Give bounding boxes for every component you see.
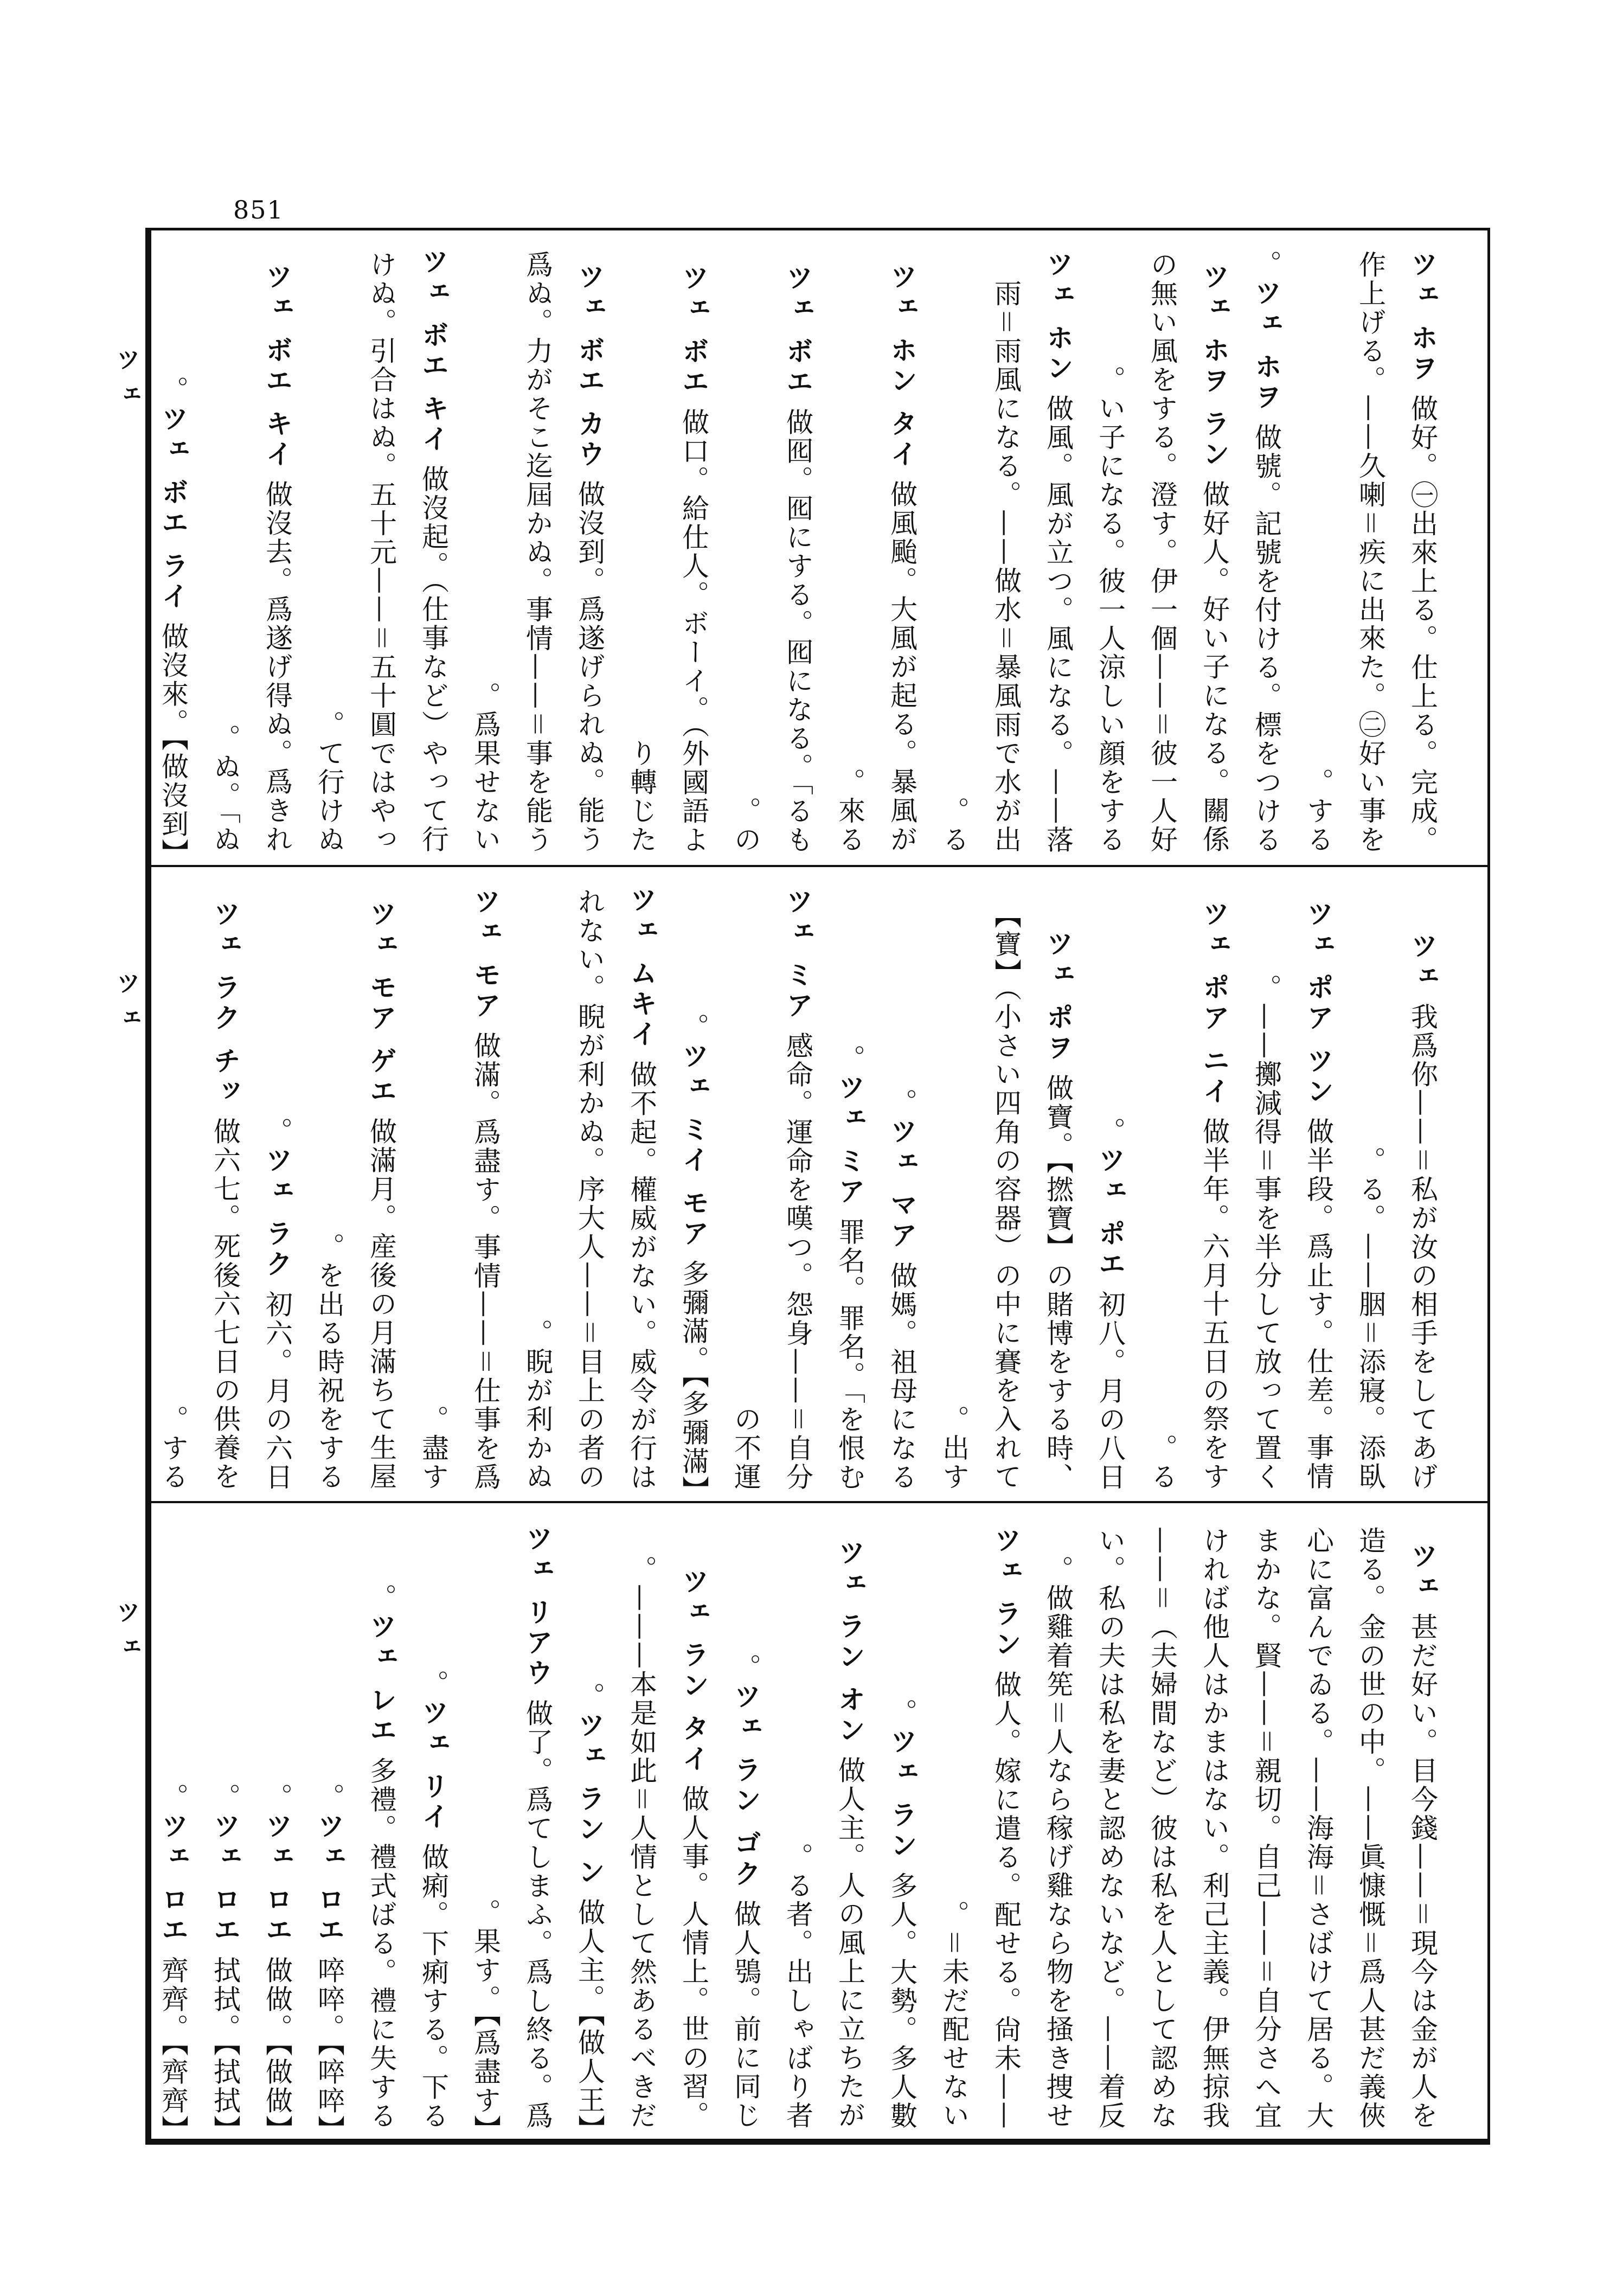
entry-headword: ツェ ホン xyxy=(1042,249,1074,384)
dictionary-entry xyxy=(151,247,199,854)
entry-headword: ツェ ロエ xyxy=(313,1811,345,1946)
dictionary-entry xyxy=(303,884,407,1491)
entry-definition: 初六。月の六日。 xyxy=(261,1117,293,1491)
entry-definition: 多彌滿。【多彌滿】。 xyxy=(678,1013,709,1491)
entry-definition: 我爲你——＝私が汝の相手をしてあげる。——胭＝添寢。添臥。 xyxy=(1355,1003,1438,1491)
dictionary-entry xyxy=(1136,884,1240,1491)
entry-headword: ツェ ボエ ライ xyxy=(157,405,189,613)
dictionary-entry xyxy=(668,884,720,1491)
dictionary-entry xyxy=(720,884,824,1491)
dictionary-entry xyxy=(928,1520,1032,2130)
entry-headword: ツェ ラン xyxy=(886,1727,918,1862)
section-top xyxy=(151,247,1487,854)
entry-definition: 做半段。爲止す。仕差。事情——擲減得＝事を半分して放って置く。 xyxy=(1250,974,1334,1491)
entry-definition: 感命。運命を嘆つ。怨身——＝自分の不運 xyxy=(730,1031,813,1491)
entry-definition: 做好。㊀出來上る。仕上る。完成。作上げる。——久喇＝疾に出來た。㊁好い事をする。 xyxy=(1303,251,1438,854)
entry-headword: ツェ ポア ニイ xyxy=(1198,900,1230,1108)
entry-definition: 做半年。六月十五日の祭をする。 xyxy=(1146,1118,1230,1491)
dictionary-entry xyxy=(928,247,1084,854)
entry-headword: ツェ ホヲ xyxy=(1250,278,1282,413)
entry-headword: ツェ xyxy=(1407,932,1438,993)
dictionary-entry xyxy=(459,247,615,854)
entry-definition: 做寶。【撚寶】の賭博をする時、【寶】（小さい四角の容器）の中に賽を入れて出す。 xyxy=(938,901,1074,1491)
dictionary-entry xyxy=(355,1520,407,2130)
entry-headword: ツェ ボエ xyxy=(678,263,709,398)
dictionary-entry xyxy=(563,1520,615,2130)
entry-definition: 做人主。【做人王】。 xyxy=(574,1682,605,2130)
dictionary-entry xyxy=(720,1520,772,2130)
dictionary-entry xyxy=(1292,247,1448,854)
entry-headword: ツェ マア xyxy=(886,1117,918,1252)
dictionary-entry xyxy=(251,1520,303,2130)
entry-definition: 做媽。祖母になる。 xyxy=(886,1088,918,1491)
entry-headword: ツェ モア ゲエ xyxy=(365,900,397,1108)
entry-headword: ツェ ミア xyxy=(782,887,813,1022)
entry-headword: ツェ ボエ カウ xyxy=(574,262,605,471)
entry-definition: 做風颱。大風が起る。暴風が來る。 xyxy=(834,480,918,854)
section-divider xyxy=(151,1501,1487,1503)
side-label-bottom: ツェ xyxy=(112,1600,140,1669)
dictionary-entry xyxy=(1240,247,1292,854)
dictionary-entry xyxy=(407,1520,459,2130)
dictionary-entry xyxy=(511,884,668,1491)
dictionary-entry xyxy=(1084,884,1136,1491)
entry-headword: ツェ ミア xyxy=(834,1073,865,1208)
entry-definition: 做人。嫁に遣る。配せる。尙未——＝未だ配せない。 xyxy=(938,1670,1022,2130)
dictionary-entry xyxy=(151,1520,199,2130)
side-label-middle: ツェ xyxy=(112,971,140,1040)
dictionary-entry xyxy=(720,247,824,854)
entry-definition: 做了。爲てしまふ。爲し終る。爲果す。【爲盡す】。 xyxy=(470,1699,553,2130)
dictionary-entry xyxy=(928,884,1084,1491)
dictionary-entry xyxy=(1240,884,1344,1491)
entry-headword: ツェ ロエ xyxy=(261,1811,293,1946)
entry-column-group xyxy=(151,247,1448,854)
entry-definition: 初八。月の八日。 xyxy=(1094,1117,1126,1491)
entry-definition: 做沒來。【做沒到】。 xyxy=(157,376,189,854)
entry-definition: 多禮。禮式ばる。禮に失する。 xyxy=(365,1583,397,2130)
page-number: 851 xyxy=(233,195,284,225)
dictionary-entry xyxy=(1084,247,1240,854)
entry-headword: ツェ ラク チッ xyxy=(209,900,241,1108)
dictionary-entry xyxy=(824,247,928,854)
entry-headword: ツェ ラン ン xyxy=(574,1711,605,1889)
entry-headword: ツェ リイ xyxy=(418,1698,449,1833)
entry-headword: ツェ ボエ キイ xyxy=(261,262,293,471)
entry-definition: 做做。【做做】。 xyxy=(261,1782,293,2130)
entry-headword: ツェ リアウ xyxy=(522,1524,553,1689)
entry-headword: ツェ xyxy=(1407,1542,1438,1603)
entry-headword: ツェ ラン タイ xyxy=(678,1567,709,1775)
entry-headword: ツェ ポエ xyxy=(1094,1145,1126,1280)
dictionary-entry xyxy=(615,247,720,854)
entry-definition: 做痢。下痢する。下る。 xyxy=(418,1669,449,2130)
entry-headword: ツェ ラク xyxy=(261,1145,293,1280)
entry-headword: ツェ ロエ xyxy=(157,1811,189,1946)
dictionary-frame xyxy=(145,228,1490,2145)
dictionary-entry xyxy=(303,247,459,854)
entry-headword: ツェ ラン xyxy=(990,1525,1022,1660)
entry-definition: 做人事。人情上。世の習。———本是如此＝人情として然あるべきだ。 xyxy=(626,1555,709,2130)
entry-headword: ツェ ホン タイ xyxy=(886,262,918,471)
entry-definition: 做滿。爲盡す。事情——＝仕事を爲盡す。 xyxy=(418,1031,501,1491)
dictionary-entry xyxy=(199,1520,251,2130)
entry-headword: ツェ ボエ xyxy=(782,263,813,398)
entry-definition: 做不起。權威がない。威令が行はれない。睨が利かぬ。序大人——＝目上の者の睨が利かぬ。 xyxy=(522,888,657,1491)
entry-definition: 做滿月。産後の月滿ちて生屋を出る時祝をする。 xyxy=(313,1118,397,1491)
section-bottom xyxy=(151,1520,1487,2130)
entry-definition: 啐啐。【啐啐】。 xyxy=(313,1782,345,2130)
dictionary-entry xyxy=(407,884,511,1491)
entry-headword: ツェ ミイ モア xyxy=(678,1042,709,1250)
dictionary-entry xyxy=(824,884,876,1491)
entry-headword: ツェ ポヲ xyxy=(1042,929,1074,1064)
entry-definition: 做人主。人の風上に立ちたがる者。出しゃばり者。 xyxy=(782,1756,865,2130)
dictionary-entry xyxy=(615,1520,720,2130)
entry-definition: 做風。風が立つ。風になる。——落雨＝雨風になる。——做水＝暴風雨で水が出る。 xyxy=(938,279,1074,854)
entry-definition: 多人。大勢。多人數。 xyxy=(886,1698,918,2130)
dictionary-entry xyxy=(199,247,303,854)
entry-definition: 齊齊。【齊齊】。 xyxy=(157,1782,189,2130)
entry-definition: 做囮。囮にする。囮になる。「るもの。 xyxy=(730,408,813,854)
dictionary-entry xyxy=(303,1520,355,2130)
entry-headword: ツェ ロエ xyxy=(209,1811,241,1946)
entry-definition: 罪名。罪名。「を恨む。 xyxy=(834,1044,865,1491)
entry-headword: ツェ ボエ キイ xyxy=(418,247,449,456)
entry-headword: ツェ ラン オン xyxy=(834,1538,865,1747)
section-middle xyxy=(151,884,1487,1491)
side-label-top: ツェ xyxy=(112,347,140,416)
section-divider xyxy=(151,865,1487,867)
entry-definition: 做人鴞。前に同じ。 xyxy=(730,1653,761,2130)
entry-headword: ツェ ホヲ xyxy=(1407,249,1438,384)
entry-column-group xyxy=(151,884,1448,1491)
entry-headword: ツェ ホヲ ラン xyxy=(1198,262,1230,471)
entry-definition: 做沒去。爲遂げ得ぬ。爲きれぬ。「ぬ。 xyxy=(209,480,293,854)
entry-definition: 做沒到。爲遂げられぬ。能う爲ぬ。力がそこ迄屆かぬ。事情——＝事を能う爲果せない。 xyxy=(470,251,605,854)
entry-definition: 做沒起。（仕事など）やって行けぬ。引合はぬ。五十元——＝五十圓ではやって行けぬ。 xyxy=(313,251,449,854)
dictionary-entry xyxy=(1032,1520,1448,2130)
entry-definition: 甚だ好い。目今錢——＝現今は金が人を造る。金の世の中。——眞慷慨＝爲人甚だ義俠心に富んでゐる。——海海＝さばけて居る。大まかな。賢——＝親切。自己——＝自分さへ宜ければ他人はかまはない。利己主義。伊無掠我——＝（夫婦間など）彼は私を人として認めない。私の夫は私を妻と認めないなど。——着反做雞着筅＝人なら稼げ雞なら物を掻き捜せ。 xyxy=(1042,1527,1438,2130)
dictionary-entry xyxy=(251,884,303,1491)
entry-headword: ツェ モア xyxy=(470,887,501,1022)
dictionary-entry xyxy=(876,884,928,1491)
dictionary-entry xyxy=(151,884,251,1491)
entry-column-group xyxy=(151,1520,1448,2130)
entry-definition: 做好人。好い子になる。關係の無い風をする。澄す。伊一個——＝彼一人好い子になる。彼一人涼しい顔をする。 xyxy=(1094,251,1230,854)
entry-headword: ツェ レエ xyxy=(365,1612,397,1747)
dictionary-entry xyxy=(1344,884,1448,1491)
entry-headword: ツェ ラン ゴク xyxy=(730,1682,761,1890)
entry-definition: 做六七。死後六七日の供養をする。 xyxy=(157,1118,241,1491)
dictionary-entry xyxy=(876,1520,928,2130)
dictionary-entry xyxy=(459,1520,563,2130)
entry-definition: 拭拭。【拭拭】。 xyxy=(209,1782,241,2130)
dictionary-entry xyxy=(772,1520,876,2130)
entry-definition: 做口。給仕人。ボーイ。（外國語より轉じた xyxy=(626,408,709,854)
entry-headword: ツェ ムキイ xyxy=(626,885,657,1050)
entry-headword: ツェ ポア ツン xyxy=(1303,900,1334,1108)
entry-definition: 做號。記號を付ける。標をつける。 xyxy=(1250,249,1282,854)
